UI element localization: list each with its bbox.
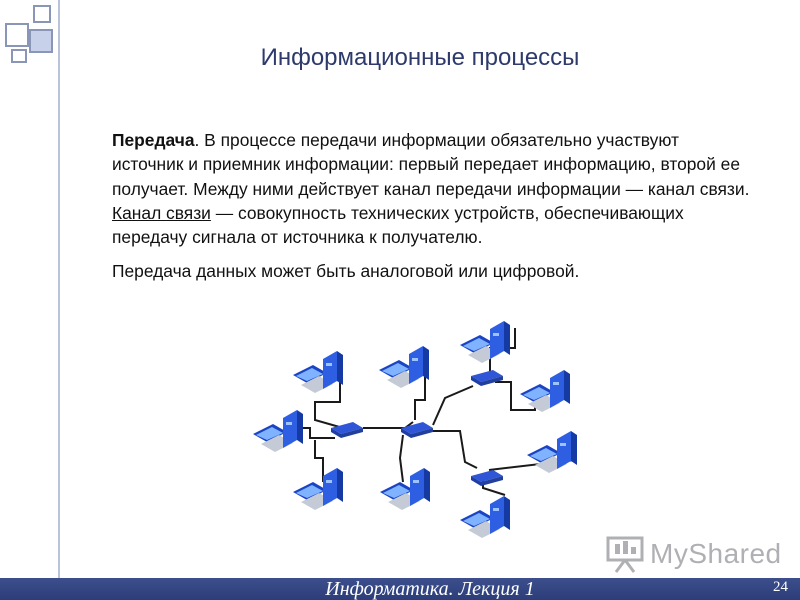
computer-icon <box>380 468 430 510</box>
network-links <box>285 328 575 495</box>
transmission-definition: . В процессе передачи информации обязательно участвуют источник и приемник информации: первый передает информацию, второй ее получает. Между ними действует канал передачи информации — канал связи. <box>112 130 750 199</box>
network-hub-icon <box>471 370 503 386</box>
watermark <box>606 532 782 576</box>
network-hub-icon <box>401 422 433 438</box>
footer-caption: Информатика. Лекция 1 <box>325 578 535 600</box>
computer-icon <box>460 496 510 538</box>
paragraph-channel <box>112 201 752 250</box>
network-hubs <box>331 370 503 486</box>
presentation-board-icon <box>606 534 644 574</box>
network-diagram <box>235 310 595 570</box>
page-number: 24 <box>773 579 788 595</box>
slide-body <box>112 128 752 284</box>
paragraph-transmission <box>112 128 752 201</box>
computer-icon <box>520 370 570 412</box>
computer-icon <box>293 468 343 510</box>
left-border-rule <box>58 0 60 580</box>
term-channel: Канал связи <box>112 202 211 223</box>
paragraph-data-types: Передача данных может быть аналоговой или цифровой. <box>112 261 580 282</box>
term-transmission: Передача <box>112 130 195 150</box>
slide-title: Информационные процессы <box>260 44 580 71</box>
channel-definition: — совокупность технических устройств, обеспечивающих передачу сигнала от источника к получателю. <box>112 202 684 248</box>
watermark-text: MyShared <box>650 538 782 569</box>
network-hub-icon <box>331 422 363 438</box>
computer-icon <box>293 351 343 393</box>
computer-icon <box>527 431 577 473</box>
network-hub-icon <box>471 470 503 486</box>
computer-icon <box>253 410 303 452</box>
computer-icon <box>460 321 510 363</box>
computer-icon <box>379 346 429 388</box>
